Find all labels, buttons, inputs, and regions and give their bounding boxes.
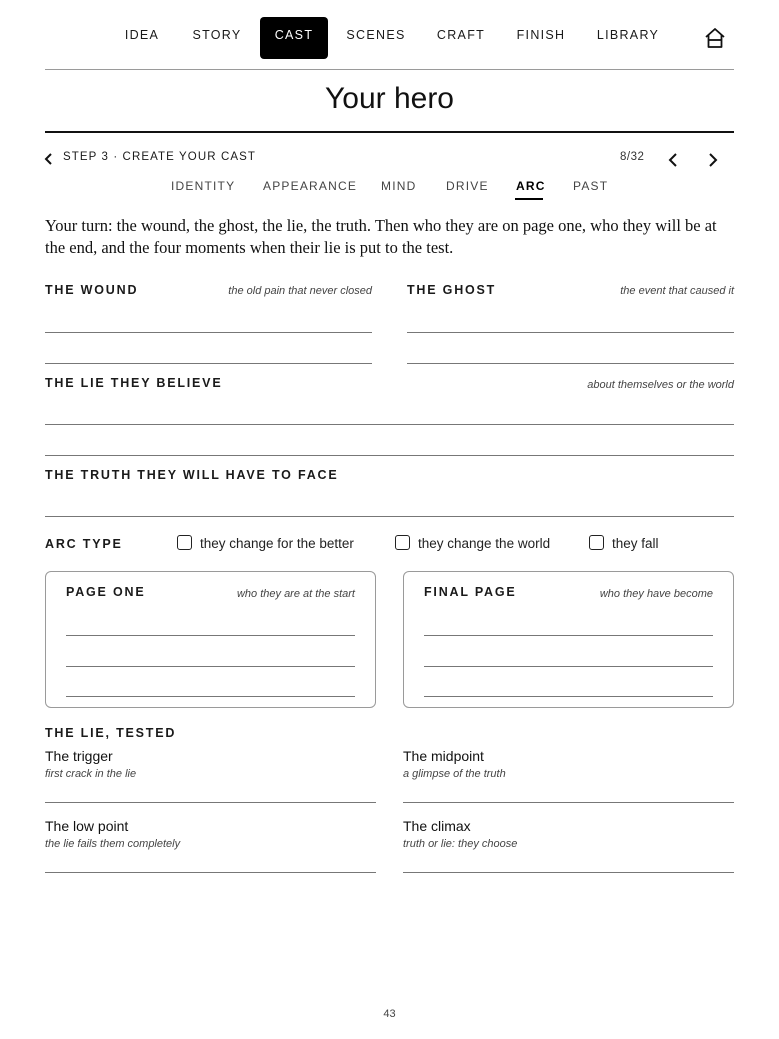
- lie-tested-label: THE LIE, TESTED: [45, 726, 177, 740]
- nav-scenes[interactable]: SCENES: [346, 28, 406, 42]
- nav-story[interactable]: STORY: [192, 28, 242, 42]
- arc-world-label: they change the world: [418, 536, 551, 551]
- final-page-line-3[interactable]: [424, 696, 713, 697]
- page-one-line-1[interactable]: [66, 635, 355, 636]
- moment-midpoint-sub: a glimpse of the truth: [403, 768, 506, 780]
- ghost-hint: the event that caused it: [620, 285, 734, 297]
- moment-climax-title: The climax: [403, 818, 471, 834]
- arc-world-checkbox[interactable]: [395, 535, 410, 550]
- nav-cast[interactable]: CAST: [260, 17, 328, 59]
- step-count: 8/32: [620, 151, 645, 163]
- wound-hint: the old pain that never closed: [228, 285, 372, 297]
- ghost-line-1[interactable]: [407, 332, 734, 333]
- tab-mind[interactable]: MIND: [381, 179, 417, 193]
- top-nav: [0, 0, 779, 62]
- final-page-line-1[interactable]: [424, 635, 713, 636]
- tab-identity[interactable]: IDENTITY: [171, 179, 236, 193]
- tab-arc[interactable]: ARC: [516, 179, 546, 193]
- final-page-label: FINAL PAGE: [424, 585, 517, 599]
- page-number: 43: [383, 1008, 396, 1020]
- lie-line-1[interactable]: [45, 424, 734, 425]
- moment-midpoint-title: The midpoint: [403, 748, 484, 764]
- final-page-hint: who they have become: [599, 588, 713, 600]
- ghost-line-2[interactable]: [407, 363, 734, 364]
- moment-trigger-line[interactable]: [45, 802, 376, 803]
- moment-lowpoint-sub: the lie fails them completely: [45, 838, 181, 850]
- wound-line-2[interactable]: [45, 363, 372, 364]
- page-title: Your hero: [325, 82, 454, 115]
- moment-midpoint-line[interactable]: [403, 802, 734, 803]
- truth-label: THE TRUTH THEY WILL HAVE TO FACE: [45, 468, 339, 482]
- tab-drive[interactable]: DRIVE: [446, 179, 489, 193]
- page-one-label: PAGE ONE: [66, 585, 146, 599]
- active-tab-indicator: [515, 198, 543, 200]
- lie-label: THE LIE THEY BELIEVE: [45, 376, 223, 390]
- moment-trigger-sub: first crack in the lie: [45, 768, 137, 780]
- ghost-label: THE GHOST: [407, 283, 497, 297]
- arc-fall-checkbox[interactable]: [589, 535, 604, 550]
- nav-craft[interactable]: CRAFT: [436, 28, 486, 42]
- nav-idea[interactable]: IDEA: [124, 28, 160, 42]
- step-label: STEP 3 · CREATE YOUR CAST: [63, 151, 257, 163]
- moment-climax-sub: truth or lie: they choose: [403, 838, 518, 850]
- wound-line-1[interactable]: [45, 332, 372, 333]
- truth-line-1[interactable]: [45, 516, 734, 517]
- page-one-line-2[interactable]: [66, 666, 355, 667]
- next-page-icon[interactable]: [704, 152, 720, 168]
- moment-lowpoint-line[interactable]: [45, 872, 376, 873]
- arc-fall-label: they fall: [612, 536, 659, 551]
- nav-library[interactable]: LIBRARY: [596, 28, 660, 42]
- nav-divider: [45, 69, 734, 70]
- nav-finish[interactable]: FINISH: [516, 28, 566, 42]
- lie-line-2[interactable]: [45, 455, 734, 456]
- wound-label: THE WOUND: [45, 283, 139, 297]
- final-page-line-2[interactable]: [424, 666, 713, 667]
- tab-appearance[interactable]: APPEARANCE: [263, 179, 358, 193]
- previous-page-icon[interactable]: [666, 152, 682, 168]
- moment-lowpoint-title: The low point: [45, 818, 129, 834]
- moment-trigger-title: The trigger: [45, 748, 113, 764]
- intro-text: Your turn: the wound, the ghost, the lie, the truth. Then who they are on page one, who they will be at the end, and the four moments when their lie is put to the test.: [45, 216, 717, 257]
- page-one-hint: who they are at the start: [236, 588, 355, 600]
- chevron-left-icon[interactable]: [43, 151, 55, 167]
- home-icon[interactable]: [703, 26, 727, 50]
- lie-hint: about themselves or the world: [587, 379, 734, 391]
- arc-better-label: they change for the better: [200, 536, 354, 551]
- page-one-line-3[interactable]: [66, 696, 355, 697]
- arc-better-checkbox[interactable]: [177, 535, 192, 550]
- moment-climax-line[interactable]: [403, 872, 734, 873]
- arc-type-label: ARC TYPE: [45, 537, 123, 551]
- title-divider: [45, 131, 734, 133]
- tab-past[interactable]: PAST: [573, 179, 609, 193]
